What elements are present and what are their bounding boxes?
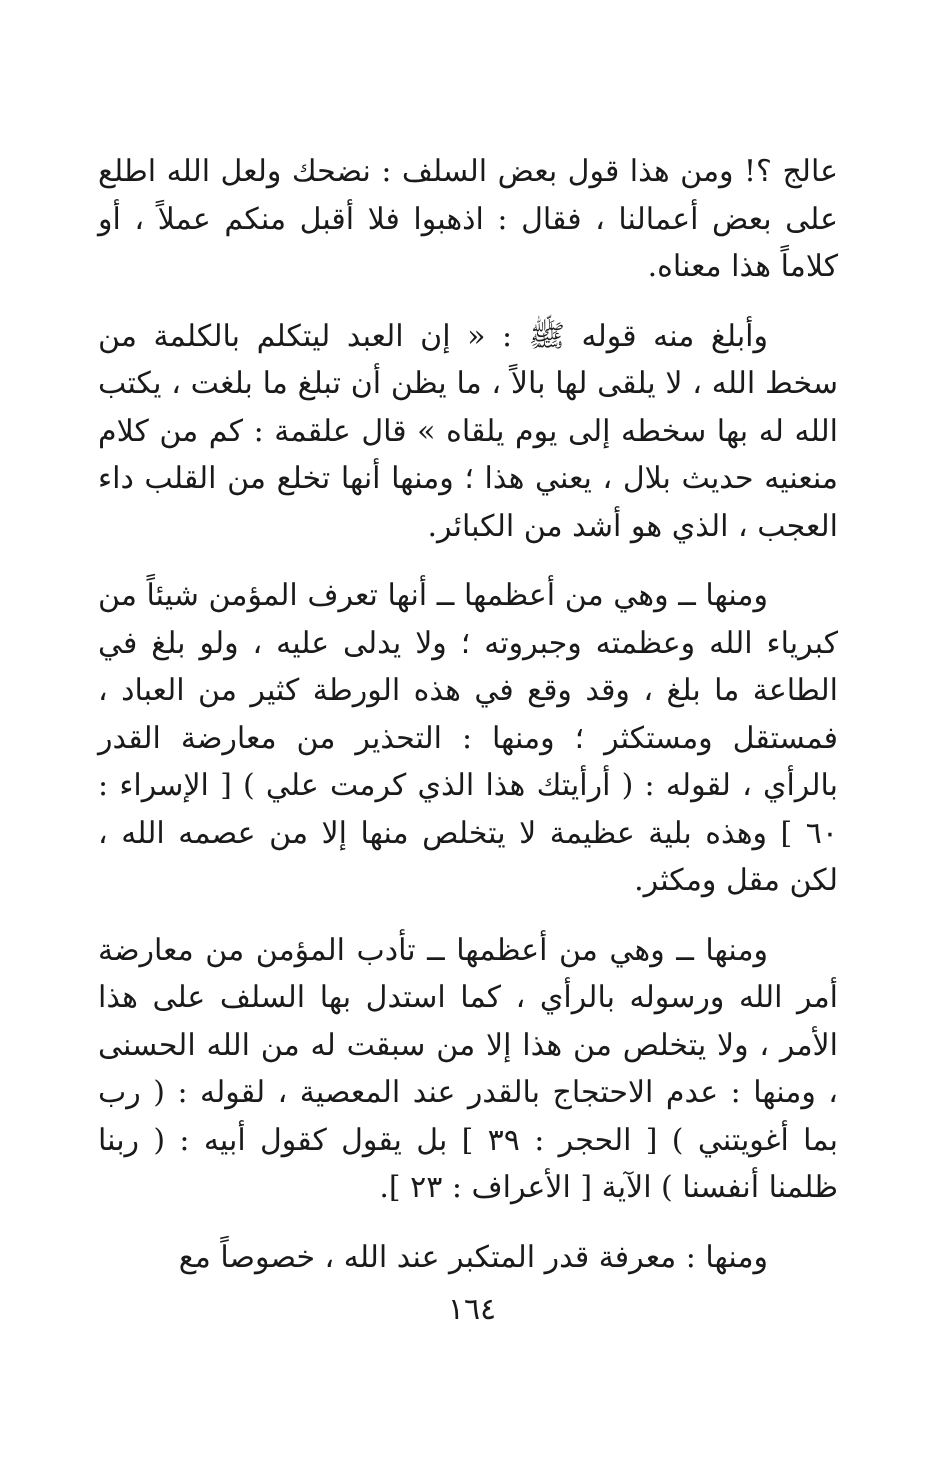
paragraph-3: ومنها ــ وهي من أعظمها ــ أنها تعرف المؤمن شيئاً من كبرياء الله وعظمته وجبروته ؛ ولا يدلى عليه ، ولو بلغ في الطاعة ما بلغ ، وقد وقع في هذه الورطة كثير من العباد ، فمستقل ومستكثر ؛ ومنها : التحذير من معارضة القدر بالرأي ، لقوله : ( أرأيتك هذا الذي كرمت علي ) [ الإسراء : ٦٠ ] وهذه بلية عظيمة لا يتخلص منها إلا من عصمه الله ، لكن مقل ومكثر. (98, 578, 838, 898)
page-number: ١٦٤ (447, 1292, 497, 1327)
paragraph-1: عالج ؟! ومن هذا قول بعض السلف : نضحك ولعل الله اطلع على بعض أعمالنا ، فقال : اذهبوا فلا أقبل منكم عملاً ، أو كلاماً هذا معناه. (98, 154, 838, 284)
paragraph-5: ومنها : معرفة قدر المتكبر عند الله ، خصوصاً مع (178, 1239, 768, 1275)
paragraph-2: وأبلغ منه قوله ﷺ : « إن العبد ليتكلم بالكلمة من سخط الله ، لا يلقى لها بالاً ، ما يظن أن تبلغ ما بلغت ، يكتب الله له بها سخطه إلى يوم يلقاه » قال علقمة : كم من كلام منعنيه حديث بلال ، يعني هذا ؛ ومنها أنها تخلع من القلب داء العجب ، الذي هو أشد من الكبائر. (98, 318, 838, 544)
page-body (98, 148, 838, 1281)
paragraph-4: ومنها ــ وهي من أعظمها ــ تأدب المؤمن من معارضة أمر الله ورسوله بالرأي ، كما استدل بها السلف على هذا الأمر ، ولا يتخلص من هذا إلا من سبقت له من الله الحسنى ، ومنها : عدم الاحتجاج بالقدر عند المعصية ، لقوله : ( رب بما أغويتني ) [ الحجر : ٣٩ ] بل يقول كقول أبيه : ( ربنا ظلمنا أنفسنا ) الآية [ الأعراف : ٢٣ ]. (98, 932, 838, 1205)
